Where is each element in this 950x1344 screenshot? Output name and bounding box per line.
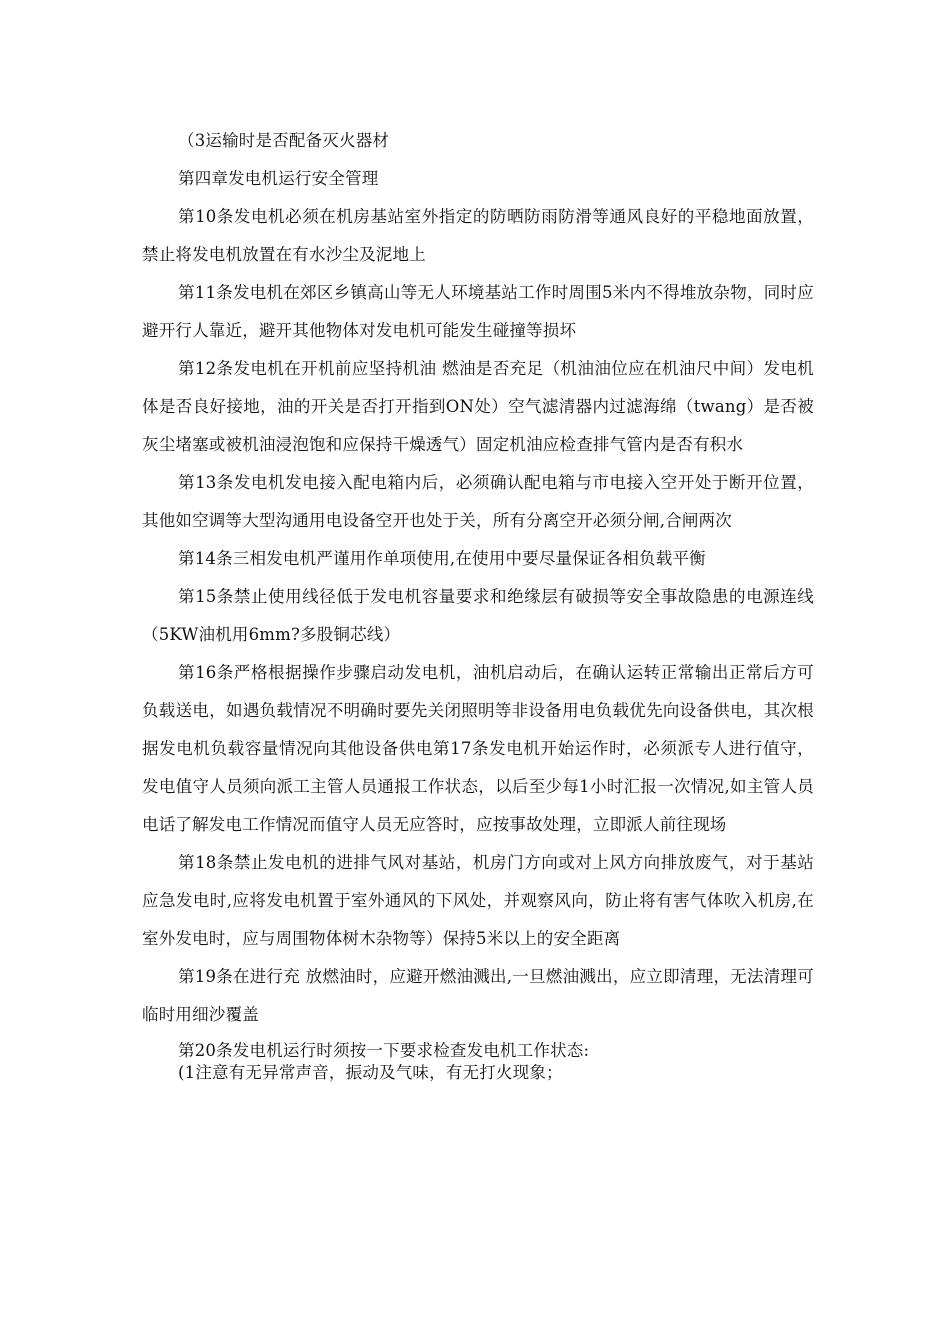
article-11: 第11条发电机在郊区乡镇高山等无人环境基站工作时周围5米内不得堆放杂物，同时应避开行人靠近，避开其他物体对发电机可能发生碰撞等损坏 — [142, 283, 814, 340]
article-16-17: 第16条严格根据操作步骤启动发电机，油机启动后，在确认运转正常输出正常后方可负载送电，如遇负载情况不明确时要先关闭照明等非设备用电负载优先向设备供电，其次根据发电机负载容量情况向其他设备供电第17条发电机开始运作时，必须派专人进行值守，发电值守人员须向派工主管人员通报工作状态，以后至少每1小时汇报一次情况,如主管人员电话了解发电工作情况而值守人员无应答时，应按事故处理，立即派人前往现场 — [142, 663, 814, 834]
article-19: 第19条在进行充 放燃油时，应避开燃油溅出,一旦燃油溅出，应立即清理，无法清理可临时用细沙覆盖 — [142, 967, 814, 1024]
article-15: 第15条禁止使用线径低于发电机容量要求和绝缘层有破损等安全事故隐患的电源连线（5KW油机用6mm?多股铜芯线） — [142, 587, 814, 644]
article-13: 第13条发电机发电接入配电箱内后，必须确认配电箱与市电接入空开处于断开位置，其他如空调等大型沟通用电设备空开也处于关，所有分离空开必须分闸,合闸两次 — [142, 473, 814, 530]
chapter-heading: 第四章发电机运行安全管理 — [178, 169, 379, 188]
article-20-block — [142, 1040, 814, 1084]
article-20: 第20条发电机运行时须按一下要求检查发电机工作状态: — [178, 1041, 590, 1060]
article-14: 第14条三相发电机严谨用作单项使用,在使用中要尽量保证各相负载平衡 — [178, 549, 706, 568]
article-18: 第18条禁止发电机的进排气风对基站，机房门方向或对上风方向排放废气，对于基站应急发电时,应将发电机置于室外通风的下风处，并观察风向，防止将有害气体吹入机房,在室外发电时，应与周围物体树木杂物等）保持5米以上的安全距离 — [142, 853, 814, 948]
article-12: 第12条发电机在开机前应坚持机油 燃油是否充足（机油油位应在机油尺中间）发电机体是否良好接地，油的开关是否打开指到ON处）空气滤清器内过滤海绵（twang）是否被灰尘堵塞或被机油浸泡饱和应保持干燥透气）固定机油应检查排气管内是否有积水 — [142, 359, 814, 454]
paragraph-transport-fire-equipment: （3运输时是否配备灭火器材 — [178, 131, 390, 150]
document-body — [142, 122, 814, 1084]
article-10: 第10条发电机必须在机房基站室外指定的防晒防雨防滑等通风良好的平稳地面放置，禁止将发电机放置在有水沙尘及泥地上 — [142, 207, 814, 264]
article-20-item-1: (1注意有无异常声音，振动及气味，有无打火现象； — [178, 1063, 563, 1082]
